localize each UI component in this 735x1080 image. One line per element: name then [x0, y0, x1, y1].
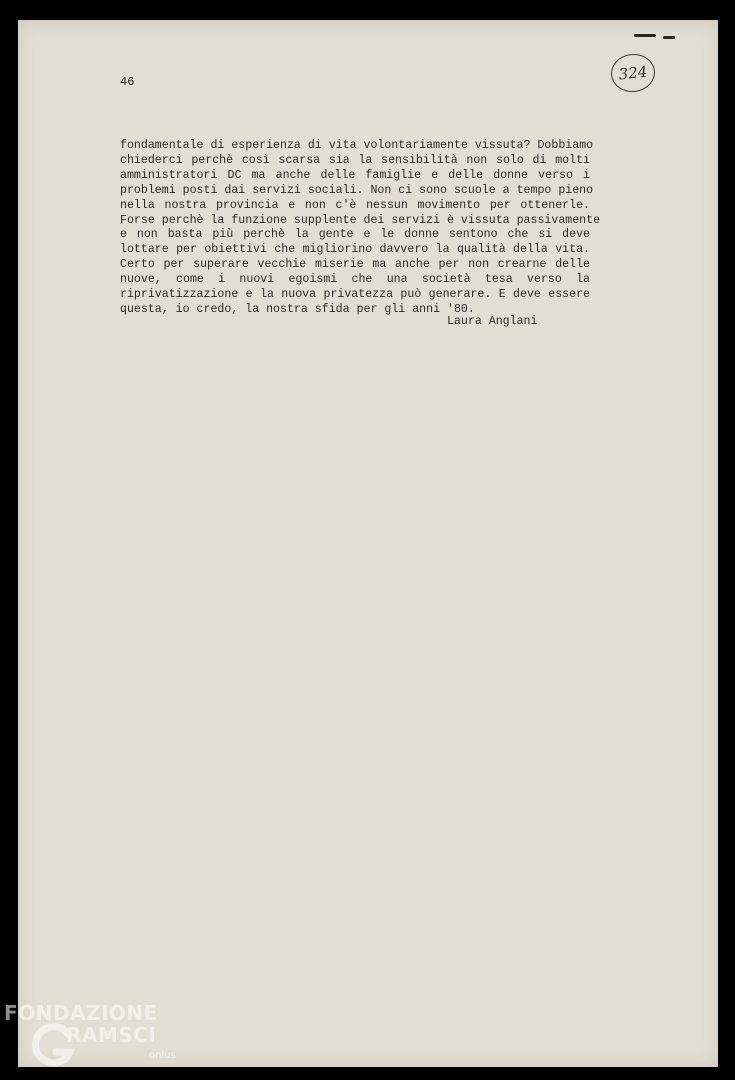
text-line: nella nostra provincia e non c'è nessun movimento per ottenerle.: [120, 198, 590, 212]
watermark-suffix: onlus: [149, 1050, 176, 1061]
text-line: problemi posti dai servizi sociali. Non ci sono scuole a tempo pieno: [120, 183, 594, 197]
fondazione-gramsci-watermark: [4, 998, 194, 1078]
text-line: Forse perchè la funzione supplente dei servizi è vissuta passivamente: [120, 213, 601, 227]
watermark-line1: FONDAZIONE: [4, 1001, 158, 1025]
page-number: 46: [120, 75, 135, 89]
text-line: lottare per obiettivi che migliorino davvero la qualità della vita.: [120, 243, 590, 257]
tape-mark: [663, 36, 675, 39]
text-line: e non basta più perchè la gente e le donne sentono che si deve: [120, 228, 590, 242]
text-line: nuove, come i nuovi egoismi che una società tesa verso la: [120, 273, 590, 287]
tape-mark: [634, 34, 656, 37]
archive-number: 324: [617, 62, 649, 84]
letter-body: [120, 139, 600, 318]
text-line: fondamentale di esperienza di vita volontariamente vissuta? Dobbiamo: [120, 139, 594, 152]
signature: Laura Anglani: [447, 315, 538, 328]
text-line: chiederci perchè così scarsa sia la sensibilità non solo di molti: [120, 153, 590, 167]
text-line: Certo per superare vecchie miserie ma anche per non crearne delle: [120, 258, 590, 272]
watermark-line2: RAMSCI: [66, 1023, 157, 1047]
text-line: riprivatizzazione e la nuova privatezza può generare. E deve essere: [120, 288, 590, 302]
text-line: questa, io credo, la nostra sfida per gli anni '80.: [120, 302, 475, 316]
text-line: amministratori DC ma anche delle famiglie e delle donne verso i: [120, 168, 590, 182]
